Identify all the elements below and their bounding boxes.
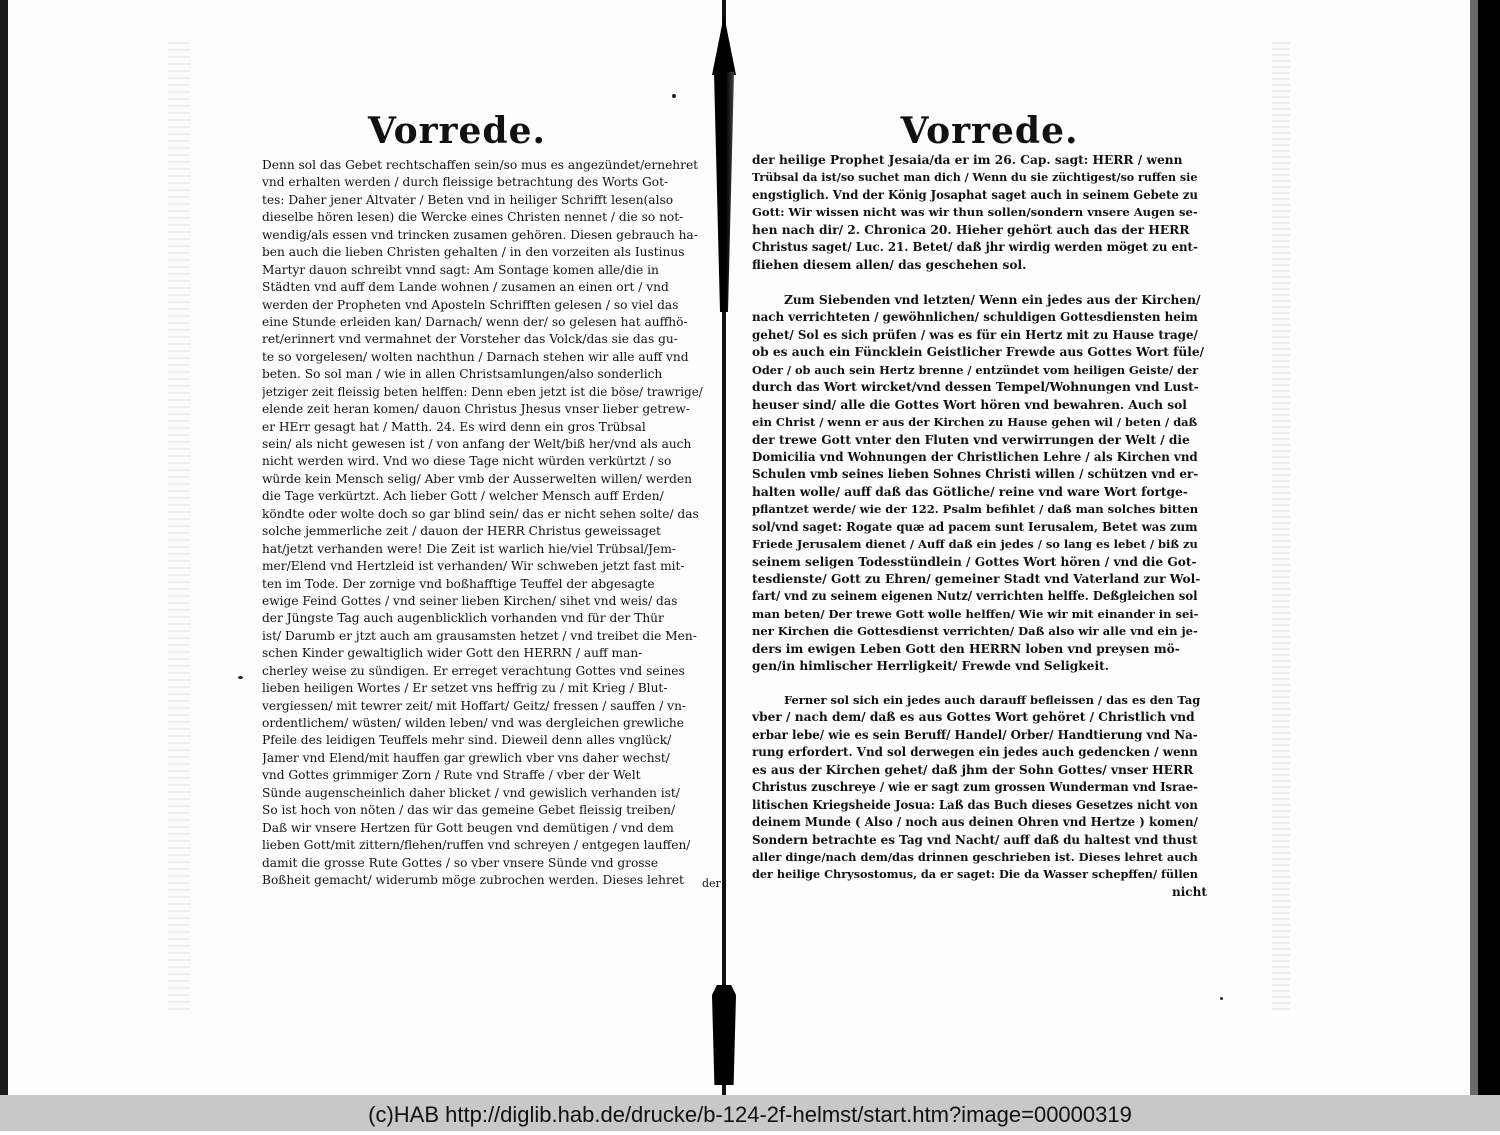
text-line: gehet/ Sol es sich prüfen / was es für ein Hertz mit zu Hause trage/ — [752, 327, 1198, 342]
right-page-catchword: nicht — [1172, 885, 1207, 899]
scan-edge-right-shadow — [1470, 0, 1478, 1095]
text-line: werden der Propheten vnd Aposteln Schrifften gelesen / so viel das — [262, 297, 679, 312]
text-line: rung erfordert. Vnd sol derwegen ein jedes auch gedencken / wenn — [752, 745, 1198, 760]
text-line: ewige Feind Gottes / vnd seiner lieben Kirchen/ sihet vnd weis/ das — [262, 593, 678, 608]
text-line: lieben heiligen Wortes / Er setzet vns heffrig zu / mit Krieg / Blut- — [262, 681, 668, 696]
text-line: vber / nach dem/ daß es aus Gottes Wort gehöret / Christlich vnd — [752, 710, 1195, 725]
text-line: solche jemmerliche zeit / dauon der HERR Christus geweissaget — [262, 524, 661, 539]
text-line: vergiessen/ mit tewrer zeit/ mit Hoffart/ Geitz/ fressen / sauffen / vn- — [262, 698, 687, 713]
text-line: Domicilia vnd Wohnungen der Christlichen Lehre / als Kirchen vnd — [752, 449, 1198, 464]
text-line: sein/ als nicht gewesen ist / von anfang der Welt/biß her/vnd als auch — [262, 437, 692, 451]
text-line: cherley weise zu sündigen. Er erreget verachtung Gottes vnd seines — [262, 663, 685, 678]
book-gutter — [712, 0, 736, 1095]
text-line: Christus zuschreye / wie er sagt zum grossen Wunderman vnd Israe- — [752, 780, 1198, 795]
text-line: der trewe Gott vnter den Fluten vnd verwirrungen der Welt / die — [752, 432, 1190, 447]
text-line: deinem Munde ( Also / noch aus deinen Ohren vnd Hertze ) komen/ — [752, 815, 1198, 830]
text-line: Christus saget/ Luc. 21. Betet/ daß jhr wirdig werden möget zu ent- — [752, 240, 1198, 255]
text-line: litischen Kriegsheide Josua: Laß das Buch dieses Gesetzes nicht von — [752, 797, 1198, 812]
text-line: man beten/ Der trewe Gott wolle helffen/ Wie wir mit einander in sei- — [752, 606, 1199, 621]
text-line: hen nach dir/ 2. Chronica 20. Hieher gehört auch das der HERR — [752, 222, 1190, 237]
text-line: elende zeit heran komen/ dauon Christus Jhesus vnser lieber getrew- — [262, 402, 690, 417]
left-page-catchword: der — [702, 877, 721, 890]
text-line: damit die grosse Rute Gottes / so vber vnsere Sünde vnd grosse — [262, 855, 659, 870]
gutter-bottom-shadow — [712, 985, 736, 1085]
text-line: So ist hoch von nöten / das wir das gemeine Gebet fleissig treiben/ — [262, 803, 676, 818]
text-line: sol/vnd saget: Rogate quæ ad pacem sunt Ierusalem, Betet was zum — [752, 519, 1198, 534]
page-edge-speckle-right — [1272, 40, 1290, 1010]
text-line: pflantzet werde/ wie der 122. Psalm befihlet / daß man solches bitten — [752, 502, 1199, 517]
ink-speck — [1220, 997, 1223, 1000]
ink-speck — [672, 94, 676, 98]
text-line: heuser sind/ alle die Gottes Wort hören vnd bewahren. Auch sol — [752, 397, 1187, 412]
text-line: hat/jetzt verhanden were! Die Zeit ist warlich hie/viel Trübsal/Jem- — [262, 541, 676, 556]
text-line: fliehen diesem allen/ das geschehen sol. — [752, 257, 1027, 272]
text-line: Oder / ob auch sein Hertz brenne / entzündet vom heiligen Geiste/ der — [752, 362, 1199, 377]
gutter-top-shadow — [714, 72, 734, 312]
left-page-text — [262, 157, 712, 889]
text-line: Trübsal da ist/so suchet man dich / Wenn du sie züchtigest/so ruffen sie — [752, 171, 1198, 185]
text-line: Daß wir vnsere Hertzen für Gott beugen vnd demütigen / vnd dem — [262, 820, 674, 835]
ink-speck — [238, 676, 243, 679]
text-line: es aus der Kirchen gehet/ daß jhm der Sohn Gottes/ vnser HERR — [752, 762, 1194, 777]
text-line: wendig/als essen vnd trincken zusamen gehören. Diesen gebrauch ha- — [262, 227, 698, 242]
text-line: Martyr dauon schreibt vnnd sagt: Am Sontage komen alle/die in — [262, 262, 659, 277]
text-line: te so vorgelesen/ wolten nachthun / Darnach stehen wir alle auff vnd — [262, 349, 689, 364]
text-line: ner Kirchen die Gottesdienst verrichten/ Daß also wir alle vnd ein je- — [752, 624, 1198, 639]
text-line: Sondern betrachte es Tag vnd Nacht/ auff daß du haltest vnd thust — [752, 832, 1198, 847]
text-line: aller dinge/nach dem/das drinnen geschrieben ist. Dieses lehret auch — [752, 849, 1198, 864]
scan-edge-right — [1478, 0, 1500, 1095]
right-page-paragraph-3 — [752, 692, 1207, 884]
text-line: ist/ Darumb er jtzt auch am grausamsten hetzet / vnd treibet die Men- — [262, 628, 697, 643]
right-page — [752, 0, 1207, 1095]
text-line: er HErr gesagt hat / Matth. 24. Es wird denn ein gros Trübsal — [262, 419, 646, 434]
left-page — [262, 0, 721, 1095]
text-line: ordentlichem/ wüsten/ wilden leben/ vnd was dergleichen grewliche — [262, 716, 684, 730]
text-line: Ferner sol sich ein jedes auch darauff befleissen / das es den Tag — [784, 693, 1201, 707]
text-line: ders im ewigen Leben Gott den HERRN loben vnd preysen mö- — [752, 641, 1180, 656]
text-line: erbar lebe/ wie es sein Beruff/ Handel/ Orber/ Handtierung vnd Na- — [752, 727, 1198, 742]
text-line: engstiglich. Vnd der König Josaphat saget auch in seinem Gebete zu — [752, 187, 1198, 202]
text-line: der heilige Chrysostomus, da er saget: Die da Wasser schepffen/ füllen — [752, 867, 1198, 882]
text-line: köndte oder wolte doch so gar blind sein/ das er nicht sehen solte/ das — [262, 506, 699, 521]
text-line: der Jüngste Tag auch augenblicklich vorhanden vnd für der Thür — [262, 611, 664, 626]
text-line: schen Kinder gewaltiglich wider Gott den HERRN / auff man- — [262, 646, 643, 661]
text-line: Pfeile des leidigen Teuffels mehr sind. Dieweil denn alles vnglück/ — [262, 733, 672, 748]
text-line: beten. So sol man / wie in allen Christsamlungen/also sonderlich — [262, 367, 663, 382]
text-line: dieselbe hören lesen) die Wercke eines Christen nennet / die so not- — [262, 210, 684, 225]
text-line: Friede Jerusalem dienet / Auff daß ein jedes / so lang es lebet / biß zu — [752, 537, 1198, 552]
text-line: ret/erinnert vnd vermahnet der Vorsteher das Volck/das sie das gu- — [262, 332, 678, 347]
text-line: Zum Siebenden vnd letzten/ Wenn ein jedes aus der Kirchen/ — [784, 293, 1201, 307]
text-line: Denn sol das Gebet rechtschaffen sein/so mus es angezündet/ernehret — [262, 158, 699, 172]
text-line: mer/Elend vnd Hertzleid ist verhanden/ Wir schweben jetzt fast mit- — [262, 559, 685, 574]
text-line: tesdienste/ Gott zu Ehren/ gemeiner Stadt vnd Vaterland zur Wol- — [752, 572, 1201, 586]
text-line: gen/in himlischer Herrligkeit/ Frewde vnd Seligkeit. — [752, 659, 1109, 674]
text-line: eine Stunde erleiden kan/ Darnach/ wenn der/ so gelesen hat auffhö- — [262, 314, 688, 329]
text-line: seinem seligen Todesstündlein / Gottes Wort hören / vnd die Got- — [752, 554, 1197, 569]
text-line: Gott: Wir wissen nicht was wir thun sollen/sondern vnsere Augen se- — [752, 205, 1198, 220]
text-line: ben auch die lieben Christen gehalten / in den vorzeiten als Iustinus — [262, 245, 685, 260]
text-line: Schulen vmb seines lieben Sohnes Christi willen / schützen vnd er- — [752, 467, 1199, 482]
page-edge-speckle-left — [168, 40, 190, 1010]
text-line: durch das Wort wircket/vnd dessen Tempel/Wohnungen vnd Lust- — [752, 380, 1199, 395]
text-line: tes: Daher jener Altvater / Beten vnd in heiliger Schrifft lesen(also — [262, 192, 674, 207]
text-line: Boßheit gemacht/ widerumb möge zubrochen werden. Dieses lehret — [262, 872, 684, 887]
right-page-heading: Vorrede. — [900, 110, 1079, 152]
left-page-heading: Vorrede. — [367, 110, 547, 152]
text-line: nicht werden wird. Vnd wo diese Tage nicht würden verkürtzt / so — [262, 454, 672, 469]
text-line: lieben Gott/mit zittern/flehen/ruffen vnd schreyen / entgegen lauffen/ — [262, 838, 691, 853]
text-line: fart/ vnd zu seinem eigenen Nutz/ verrichten helffe. Deßgleichen sol — [752, 589, 1198, 604]
text-line: ten im Tode. Der zornige vnd boßhafftige Teuffel der abgesagte — [262, 576, 655, 591]
right-page-paragraph-2 — [752, 292, 1207, 676]
scan-edge-left — [0, 0, 8, 1095]
right-page-paragraph-1 — [752, 152, 1207, 274]
text-line: ob es auch ein Füncklein Geistlicher Frewde aus Gottes Wort füle/ — [752, 345, 1205, 360]
text-line: jetziger zeit fleissig beten helffen: Denn eben jetzt ist die böse/ trawrige/ — [262, 384, 703, 399]
text-line: Städten vnd auff dem Lande wohnen / zusamen an einen ort / vnd — [262, 280, 669, 295]
gutter-top-spike — [712, 15, 736, 75]
text-line: ein Christ / wenn er aus der Kirchen zu Hause gehen wil / beten / daß — [752, 415, 1198, 430]
text-line: würde kein Mensch selig/ Aber vmb der Ausserwelten willen/ werden — [262, 471, 693, 486]
text-line: halten wolle/ auff daß das Götliche/ reine vnd ware Wort fortge- — [752, 484, 1188, 499]
text-line: die Tage verkürtzt. Ach lieber Gott / welcher Mensch auff Erden/ — [262, 489, 664, 504]
text-line: nach verrichteten / gewöhnlichen/ schuldigen Gottesdiensten heim — [752, 310, 1198, 325]
text-line: vnd Gottes grimmiger Zorn / Rute vnd Straffe / vber der Welt — [262, 768, 641, 783]
text-line: vnd erhalten werden / durch fleissige betrachtung des Worts Got- — [262, 175, 669, 190]
text-line: der heilige Prophet Jesaia/da er im 26. Cap. sagt: HERR / wenn — [752, 153, 1183, 167]
text-line: Jamer vnd Elend/mit hauffen gar grewlich vber vns daher wechst/ — [262, 750, 670, 765]
copyright-footer: (c)HAB http://diglib.hab.de/drucke/b-124-2f-helmst/start.htm?image=00000319 — [0, 1095, 1500, 1131]
text-line: Sünde augenscheinlich daher blicket / vnd gewislich verhanden ist/ — [262, 785, 680, 800]
